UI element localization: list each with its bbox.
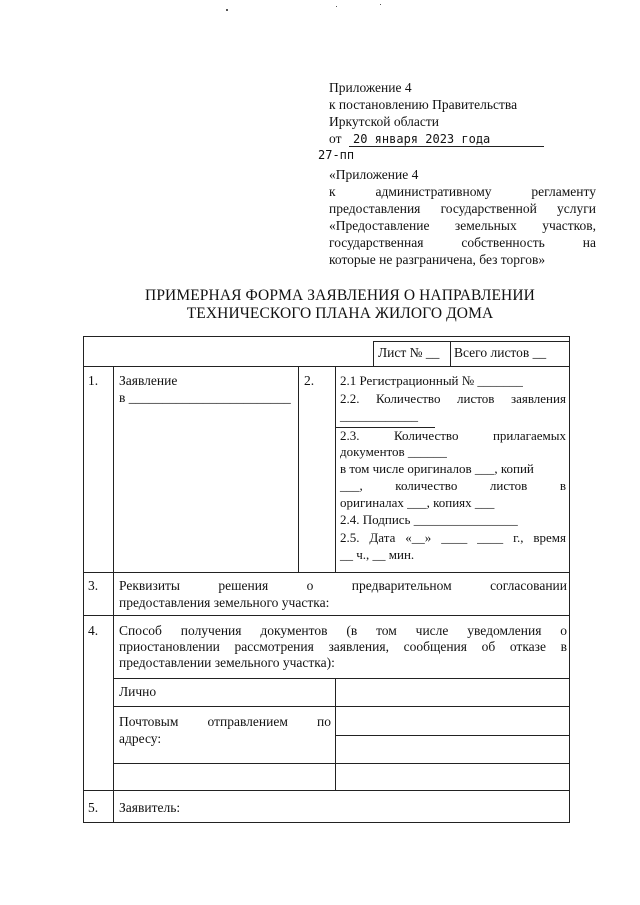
row-number-2: 2. [304, 373, 315, 388]
scan-artifact [226, 9, 228, 11]
delivery-column-divider [335, 678, 336, 790]
table-border-left [83, 336, 84, 823]
regulation-line-4 [329, 235, 596, 251]
row-divider [113, 763, 570, 764]
date-underline [349, 146, 544, 147]
resolution-date: 20 января 2023 года [353, 132, 491, 146]
sheet-cell-divider [450, 341, 451, 366]
sheet-cell-top [373, 341, 570, 342]
signature-field[interactable]: 2.4. Подпись ________________ [340, 512, 518, 527]
form-word: решения [218, 578, 269, 593]
form-word: количество [395, 478, 458, 493]
form-title-line-1: ПРИМЕРНАЯ ФОРМА ЗАЯВЛЕНИЯ О НАПРАВЛЕНИИ [145, 287, 535, 304]
form-word: листов [489, 478, 528, 493]
row1-column-divider [298, 366, 299, 572]
scan-artifact [336, 6, 337, 7]
appendix-heading: Приложение 4 [329, 80, 412, 95]
resolution-number: 27-пп [318, 148, 355, 162]
row-divider [113, 706, 570, 707]
attached-count-line [340, 428, 566, 444]
resolution-date-line [329, 131, 544, 147]
row-number-3: 3. [88, 578, 99, 593]
form-word: предварительном [351, 578, 452, 593]
registration-number-field[interactable]: 2.1 Регистрационный № _______ [340, 373, 523, 388]
application-label: Заявление [119, 373, 178, 388]
table-border-bottom [83, 822, 570, 823]
regulation-line-2: предоставления государственной услуги [329, 201, 596, 216]
row-divider [83, 572, 570, 573]
delivery-method-text [119, 623, 567, 671]
inner-divider [335, 427, 435, 428]
form-word: листов [457, 391, 495, 406]
sheet-cell-divider [373, 341, 374, 366]
reg-word: административному [375, 184, 492, 199]
total-sheets-field[interactable]: Всего листов __ [454, 345, 547, 360]
scan-artifact [380, 4, 381, 5]
option-post-line-2[interactable]: адресу: [119, 731, 162, 746]
sheet-number-field[interactable]: Лист № __ [378, 345, 440, 360]
delivery-method-line-1: Способ получения документов (в том числе уведомления о [119, 623, 567, 638]
form-word: в [559, 478, 566, 493]
form-word: по [317, 714, 331, 729]
form-word: Количество [376, 391, 441, 406]
form-word: ___, [340, 478, 363, 493]
form-title [70, 287, 610, 323]
option-post-line-1 [119, 714, 331, 730]
form-word: прилагаемых [492, 428, 566, 443]
row-divider [113, 678, 570, 679]
addressee-field[interactable]: в ________________________ [119, 390, 291, 405]
row-number-1: 1. [88, 373, 99, 388]
row1-column-divider [335, 366, 336, 572]
form-word: 2.2. [340, 391, 360, 406]
address-field-divider [335, 735, 570, 736]
date-time-field[interactable]: 2.5. Дата «__» ____ ____ г., время [340, 530, 566, 545]
reg-word: собственность [461, 235, 545, 250]
originals-sheets-line[interactable]: оригиналах ___, копиях ___ [340, 495, 495, 510]
resolution-reference: к постановлению Правительства [329, 97, 518, 112]
form-word: Количество [394, 428, 459, 443]
decision-details-line-1 [119, 578, 567, 594]
reg-word: к [329, 184, 336, 199]
appendix-quote: «Приложение 4 [329, 167, 419, 182]
number-column-divider [113, 366, 114, 822]
option-personally[interactable]: Лично [119, 684, 157, 699]
attached-documents-field[interactable]: документов ______ [340, 444, 447, 459]
sheets-count-blank[interactable]: ____________ [340, 408, 418, 423]
regulation-line-1 [329, 184, 596, 200]
registration-block [340, 373, 566, 564]
sheet-count-line [340, 478, 566, 495]
form-title-line-2: ТЕХНИЧЕСКОГО ПЛАНА ЖИЛОГО ДОМА [186, 305, 494, 322]
row-number-4: 4. [88, 623, 99, 638]
form-word: 2.3. [340, 428, 360, 443]
form-word: Реквизиты [119, 578, 181, 593]
reg-word: на [582, 235, 596, 250]
reg-word: регламенту [531, 184, 596, 199]
form-word: Почтовым [119, 714, 179, 729]
row-divider [83, 615, 570, 616]
regulation-line-5: которые не разграничена, без торгов» [329, 252, 546, 267]
form-word: отправлением [207, 714, 288, 729]
reg-word: государственная [329, 235, 424, 250]
delivery-method-line-3: предоставлении земельного участка): [119, 655, 335, 670]
row-divider [83, 366, 570, 367]
table-border-right [569, 336, 570, 823]
row-number-5: 5. [88, 800, 99, 815]
row-divider [83, 790, 570, 791]
table-border-top [83, 336, 570, 337]
originals-copies-line[interactable]: в том числе оригиналов ___, копий [340, 461, 534, 476]
applicant-label: Заявитель: [119, 800, 181, 815]
form-word: согласовании [490, 578, 567, 593]
date-prefix: от [329, 131, 342, 146]
form-word: о [306, 578, 314, 593]
form-word: заявления [510, 391, 566, 406]
region-name: Иркутской области [329, 114, 440, 129]
time-minutes-field[interactable]: __ ч., __ мин. [340, 547, 415, 562]
delivery-method-line-2: приостановлении рассмотрения заявления, сообщения об отказе в [119, 639, 567, 654]
sheets-count-line [340, 391, 566, 408]
decision-details-line-2: предоставления земельного участка: [119, 595, 330, 610]
regulation-line-3: «Предоставление земельных участков, [329, 218, 596, 233]
